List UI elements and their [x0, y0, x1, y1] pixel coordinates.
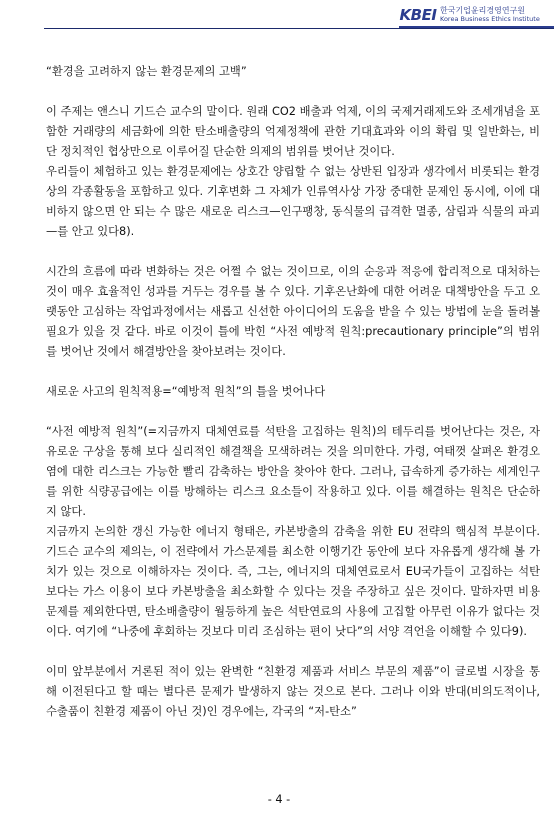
institute-name-english: Korea Business Ethics Institute — [440, 15, 540, 23]
body-paragraph: “사전 예방적 원칙”(=지금까지 대체연료를 석탄을 고집하는 원칙)의 테두리를 벗어난다는 것은, 자유로운 구상을 통해 보다 실리적인 해결책을 모색하려는 것을 의미한다. 가령, 여태껏 살펴온 환경오염에 대한 리스크는 가능한 빨리 감축하는 방안을 찾아야 한다. 그러나, 급속하게 증가하는 세계인구를 위한 식량공급에는 이를 방해하는 리스크 요소들이 작용하고 있다. 이를 해결하는 원칙은 단순하지 않다. — [46, 425, 540, 518]
paragraph-spacer — [46, 362, 540, 382]
paragraph-spacer — [46, 242, 540, 262]
page-header — [0, 0, 558, 38]
institute-name-korean: 한국기업윤리경영연구원 — [440, 6, 526, 15]
paragraph-spacer — [46, 642, 540, 662]
paragraph-spacer — [46, 402, 540, 422]
paragraph-spacer — [46, 82, 540, 102]
body-paragraph: 우리들이 체험하고 있는 환경문제에는 상호간 양립할 수 없는 상반된 입장과 생각에서 비롯되는 환경상의 각종활동을 포함하고 있다. 기후변화 그 자체가 인류역사상 가장 중대한 문제인 동시에, 이에 대비하지 않으면 안 되는 수 많은 새로운 리스크—인구팽창, 동식물의 급격한 멸종, 삼림과 식물의 파괴—를 안고 있다8). — [46, 165, 540, 238]
body-paragraph: 시간의 흐름에 따라 변화하는 것은 어쩔 수 없는 것이므로, 이의 순응과 적응에 합리적으로 대처하는 것이 매우 효율적인 성과를 거두는 경우를 볼 수 있다. 기후온난화에 대한 어려운 대책방안을 두고 오랫동안 고심하는 작업과정에서는 새롭고 신선한 아이디어의 도움을 받을 수 있는 방법에 눈을 돌려볼 필요가 있을 것 같다. 바로 이것이 틀에 박힌 “사전 예방적 원칙:precautionary principle”의 범위를 벗어난 것에서 해결방안을 찾아보려는 것이다. — [46, 265, 540, 358]
page-number: - 4 - — [267, 793, 291, 806]
body-paragraph: “환경을 고려하지 않는 환경문제의 고백” — [46, 65, 247, 78]
header-divider — [44, 28, 554, 29]
body-paragraph: 지금까지 논의한 갱신 가능한 에너지 형태은, 카본방출의 감축을 위한 EU 전략의 핵심적 부분이다. 기드슨 교수의 제의는, 이 전략에서 가스문제를 최소한 이행기간 동안에 보다 자유롭게 생각해 볼 가치가 있는 것으로 이해하자는 것이다. 즉, 그는, 에너지의 대체연료로서 EU국가들이 고집하는 석탄 보다는 가스 이용이 보다 카본방출을 최소화할 수 있다는 것을 주장하고 싶은 것이다. 말하자면 비용문제를 제외한다면, 탄소배출량이 월등하게 높은 석탄연료의 사용에 고집할 아무런 이유가 없다는 것이다. 여기에 “나중에 후회하는 것보다 미리 조심하는 편이 낫다”의 서양 격언을 이해할 수 있다9). — [46, 525, 540, 638]
document-body — [46, 62, 540, 722]
kbei-logo: KBEI — [399, 5, 437, 24]
body-paragraph: 이 주제는 앤스니 기드슨 교수의 말이다. 원래 CO2 배출과 억제, 이의 국제거래제도와 조세개념을 포함한 거래량의 세금화에 의한 탄소배출량의 억제정책에 관한 기대효과와 이의 확립 및 일반화는, 비단 정치적인 협상만으로 이루어질 단순한 의제의 범위를 벗어난 것이다. — [46, 105, 540, 158]
body-paragraph: 이미 앞부분에서 거론된 적이 있는 완벽한 “친환경 제품과 서비스 부문의 제품”이 글로벌 시장을 통해 이전된다고 할 때는 별다른 문제가 발생하지 않는 것으로 본다. 그러나 이와 반대(비의도적이나, 수출품이 친환경 제품이 아닌 것)인 경우에는, 각국의 “저-탄소” — [46, 665, 540, 718]
body-paragraph: 새로운 사고의 원칙적용=“예방적 원칙”의 틀을 벗어나다 — [46, 385, 326, 398]
